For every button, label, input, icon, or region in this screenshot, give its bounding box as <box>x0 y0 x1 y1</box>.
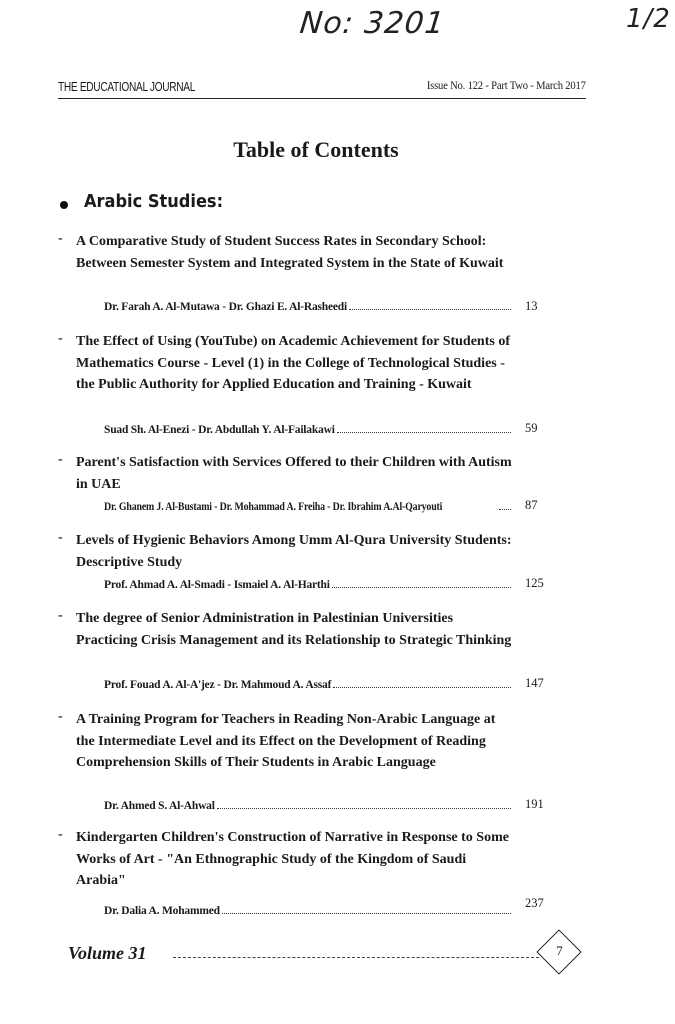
entry-authors: Dr. Dalia A. Mohammed <box>104 905 220 917</box>
dash-icon: - <box>58 231 63 246</box>
dash-icon: - <box>58 331 63 346</box>
entry-author-row <box>104 575 513 591</box>
dot-leader <box>337 431 511 433</box>
dash-icon: - <box>58 452 63 467</box>
entry-title: A Comparative Study of Student Success Rates in Secondary School: Between Semester System and Integrated System in the State of Kuwait <box>76 234 504 271</box>
entry-author-row <box>104 675 513 691</box>
section-title: Arabic Studies: <box>84 191 224 212</box>
handwritten-number-note: No: 3201 <box>298 6 447 41</box>
entry-page: 237 <box>525 896 544 910</box>
entry-author-row <box>104 297 513 313</box>
entry-author-row <box>104 420 513 436</box>
page-footer <box>68 932 588 972</box>
dash-icon: - <box>58 827 63 842</box>
entry-authors: Prof. Ahmad A. Al-Smadi - Ismaiel A. Al-Harthi <box>104 579 330 591</box>
entry-authors: Dr. Ahmed S. Al-Ahwal <box>104 800 215 812</box>
bullet-icon <box>60 201 68 209</box>
entry-authors: Dr. Ghanem J. Al-Bustami - Dr. Mohammad A. Freiha - Dr. Ibrahim A.Al-Qaryouti <box>104 501 443 513</box>
entry-title: A Training Program for Teachers in Reading Non-Arabic Language at the Intermediate Level and its Effect on the Development of Reading Comprehension Skills of Their Students in Arabic Language <box>76 712 496 770</box>
entry-page: 87 <box>525 498 538 512</box>
entry-author-row <box>104 901 513 917</box>
dot-leader <box>332 586 511 588</box>
dash-icon: - <box>58 530 63 545</box>
issue-info: Issue No. 122 - Part Two - March 2017 <box>427 80 586 92</box>
dot-leader <box>349 308 511 310</box>
entry-title: Levels of Hygienic Behaviors Among Umm Al-Qura University Students: Descriptive Study <box>76 533 512 570</box>
entry-page: 147 <box>525 676 544 690</box>
entry-page: 59 <box>525 421 538 435</box>
entry-page: 125 <box>525 576 544 590</box>
handwritten-page-note: 1/2 <box>626 4 671 34</box>
dot-leader <box>499 508 511 510</box>
entry-authors: Suad Sh. Al-Enezi - Dr. Abdullah Y. Al-Failakawi <box>104 424 335 436</box>
entry-title: The degree of Senior Administration in Palestinian Universities Practicing Crisis Management and its Relationship to Strategic Thinking <box>76 611 512 648</box>
entry-authors: Dr. Farah A. Al-Mutawa - Dr. Ghazi E. Al-Rasheedi <box>104 301 347 313</box>
entry-author-row <box>104 497 513 513</box>
entry-authors: Prof. Fouad A. Al-A'jez - Dr. Mahmoud A. Assaf <box>104 679 332 691</box>
page-title: Table of Contents <box>233 137 399 162</box>
dot-leader <box>222 912 511 914</box>
volume-label: Volume 31 <box>68 943 147 963</box>
dash-icon: - <box>58 608 63 623</box>
page-number: 7 <box>556 943 563 958</box>
journal-name: THE EDUCATIONAL JOURNAL <box>58 79 196 94</box>
dot-leader <box>217 807 511 809</box>
entry-page: 13 <box>525 299 538 313</box>
entry-title: Kindergarten Children's Construction of Narrative in Response to Some Works of Art - "An Ethnographic Study of the Kingdom of Saudi Arabia" <box>76 830 509 888</box>
entry-page: 191 <box>525 797 544 811</box>
entry-author-row <box>104 796 513 812</box>
footer-divider <box>173 957 539 958</box>
dash-icon: - <box>58 709 63 724</box>
journal-header <box>58 78 586 99</box>
entry-title: The Effect of Using (YouTube) on Academic Achievement for Students of Mathematics Course - Level (1) in the College of Technological Studies - the Public Authority for Applied Education and Training - Kuwait <box>76 334 510 392</box>
entry-title: Parent's Satisfaction with Services Offered to their Children with Autism in UAE <box>76 455 512 492</box>
dot-leader <box>333 686 511 688</box>
